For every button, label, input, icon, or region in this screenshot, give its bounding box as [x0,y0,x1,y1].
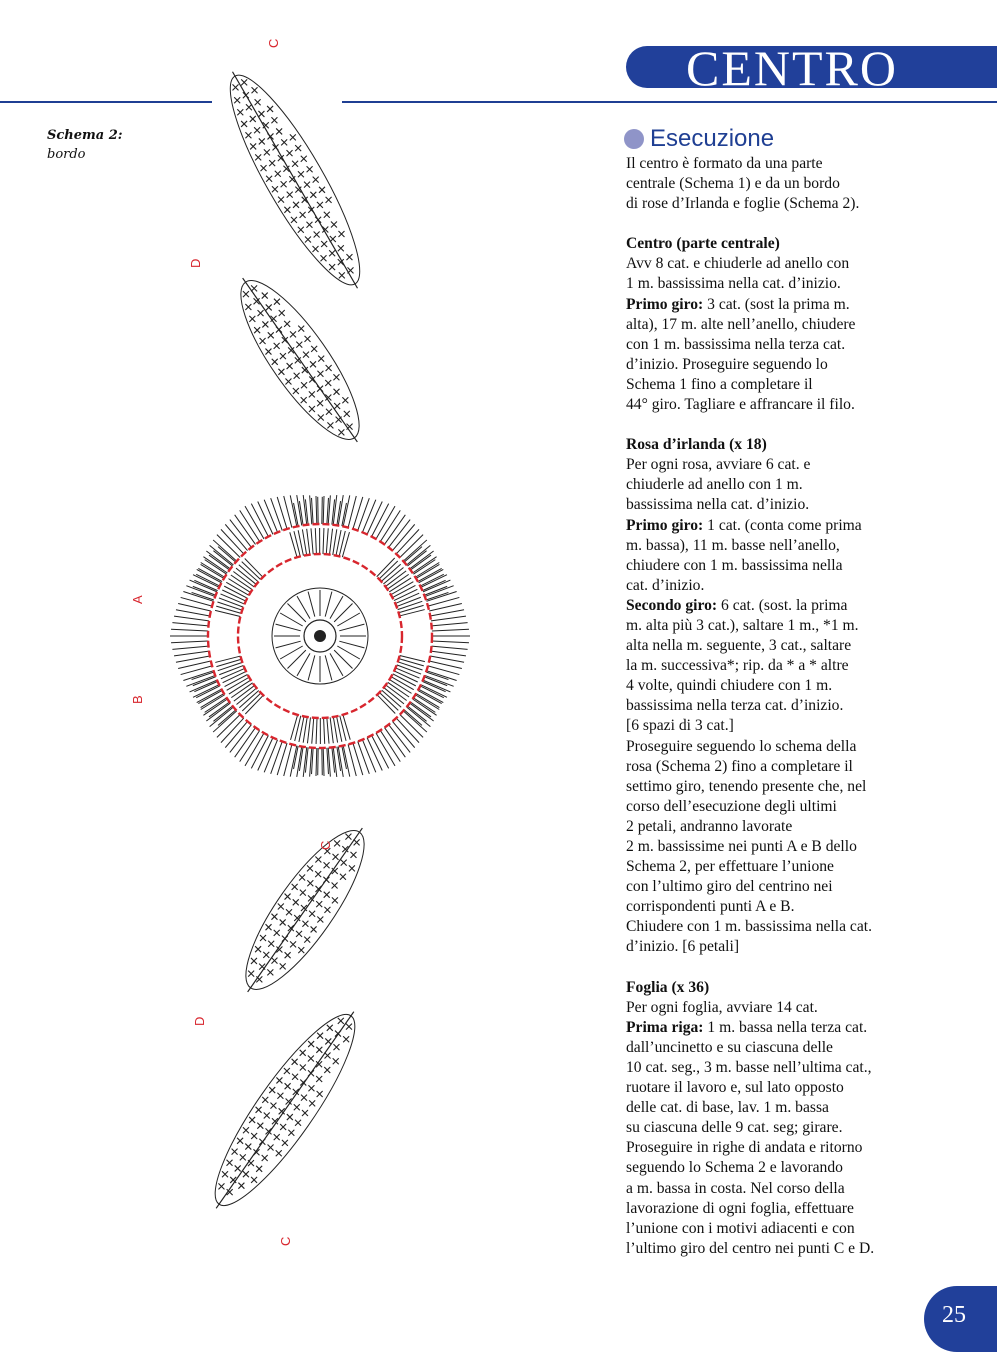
intro-line: di rose d’Irlanda e foglie (Schema 2). [626,195,860,213]
leaf-bottom-1 [225,812,386,1008]
text-line: Per ogni foglia, avviare 14 cat. [626,998,818,1016]
heading-text: Esecuzione [650,125,775,152]
point-c-mid: C [318,840,333,850]
text-line: Primo giro: 3 cat. (sost la prima m. [626,295,850,313]
text-line: Secondo giro: 6 cat. (sost. la prima [626,596,848,614]
text-line: Proseguire seguendo lo schema della [626,737,857,755]
caption-label: Schema 2: [47,128,123,143]
text-line: d’inizio. [6 petali] [626,938,740,956]
text-line: rosa (Schema 2) fino a completare il [626,757,853,775]
point-c-bottom: C [278,1236,293,1246]
text-line: [6 spazi di 3 cat.] [626,717,734,735]
text-line: Primo giro: 1 cat. (conta come prima [626,516,862,534]
text-line: bassissima nella cat. d’inizio. [626,496,810,514]
text-line: lavorazione di ogni foglia, effettuare [626,1199,854,1217]
text-line: alta), 17 m. alte nell’anello, chiudere [626,315,856,333]
caption-sub: bordo [47,147,86,162]
point-b: B [130,695,145,704]
text-line: con l’ultimo giro del centrino nei [626,878,833,896]
text-line: l’ultimo giro del centro nei punti C e D. [626,1239,875,1257]
text-line: cat. d’inizio. [626,576,705,594]
text-line: 2 petali, andranno lavorate [626,817,793,835]
text-line: 44° giro. Tagliare e affrancare il filo. [626,396,855,414]
text-line: m. bassa), 11 m. basse nell’anello, [626,536,840,554]
section-title: CENTRO [686,40,898,96]
text-line: l’unione con i motivi adiacenti e con [626,1219,855,1237]
text-line: bassissima nella terza cat. d’inizio. [626,697,844,715]
intro-line: Il centro è formato da una parte [626,155,823,172]
text-line: chiudere con 1 m. bassissima nella [626,556,843,574]
point-d-top: D [188,258,203,268]
point-c-top: C [266,38,281,48]
text-line: settimo giro, tenendo presente che, nel [626,777,867,795]
leaf-bottom-2 [193,996,377,1225]
text-line: Proseguire in righe di andata e ritorno [626,1139,863,1157]
text-line: dall’uncinetto e su ciascuna delle [626,1038,833,1056]
section-heading [624,124,926,154]
text-line: m. alta più 3 cat.), saltare 1 m., *1 m. [626,616,859,634]
foglia-title: Foglia (x 36) [626,978,710,996]
text-line: 10 cat. seg., 3 m. basse nell’ultima cat., [626,1058,872,1076]
text-line: d’inizio. Proseguire seguendo lo [626,355,828,373]
intro-line: centrale (Schema 1) e da un bordo [626,175,840,193]
rosa-title: Rosa d’irlanda (x 18) [626,436,767,454]
bullet-icon [624,129,644,149]
text-line: Per ogni rosa, avviare 6 cat. e [626,456,811,474]
crochet-diagram [120,30,560,1260]
text-line: Chiudere con 1 m. bassissima nella cat. [626,918,872,936]
text-line: seguendo lo Schema 2 e lavorando [626,1159,843,1177]
leaf-top-1 [208,58,381,303]
text-line: con 1 m. bassissima nella terza cat. [626,335,846,353]
text-line: 2 m. bassissime nei punti A e B dello [626,838,857,855]
text-line: alta nella m. seguente, 3 cat., saltare [626,637,852,655]
rose-motif [170,495,470,777]
text-line: Schema 2, per effettuare l’unione [626,858,834,876]
text-line: corso dell’esecuzione degli ultimi [626,797,837,815]
primo-giro-label: Primo giro: [626,295,704,313]
page-number-tab [924,1286,997,1352]
text-line: Avv 8 cat. e chiuderle ad anello con [626,255,850,273]
schema-caption [47,126,123,164]
secondo-giro-label: Secondo giro: [626,596,718,614]
leaf-stitches [218,79,359,1195]
text-line: 4 volte, quindi chiudere con 1 m. [626,677,833,695]
text-line: 1 m. bassissima nella cat. d’inizio. [626,275,841,293]
centro-title: Centro (parte centrale) [626,235,780,253]
text-line: la m. successiva*; rip. da * a * altre [626,657,849,675]
text-line: a m. bassa in costa. Nel corso della [626,1179,845,1197]
point-a: A [130,595,145,604]
text-line: su ciascuna delle 9 cat. seg; girare. [626,1119,843,1137]
page-number: 25 [942,1302,966,1328]
text-line: ruotare il lavoro e, sul lato opposto [626,1079,844,1097]
text-line: delle cat. di base, lav. 1 m. bassa [626,1099,829,1117]
text-line: Prima riga: 1 m. bassa nella terza cat. [626,1018,868,1036]
text-line: chiuderle ad anello con 1 m. [626,476,803,494]
primo-giro-label: Primo giro: [626,516,704,534]
instructions-column [626,124,926,1259]
point-d-bottom: D [192,1016,207,1026]
text-line: corrispondenti punti A e B. [626,898,795,916]
text-line: Schema 1 fino a completare il [626,375,813,393]
section-title-tab [626,40,997,96]
prima-riga-label: Prima riga: [626,1018,704,1036]
